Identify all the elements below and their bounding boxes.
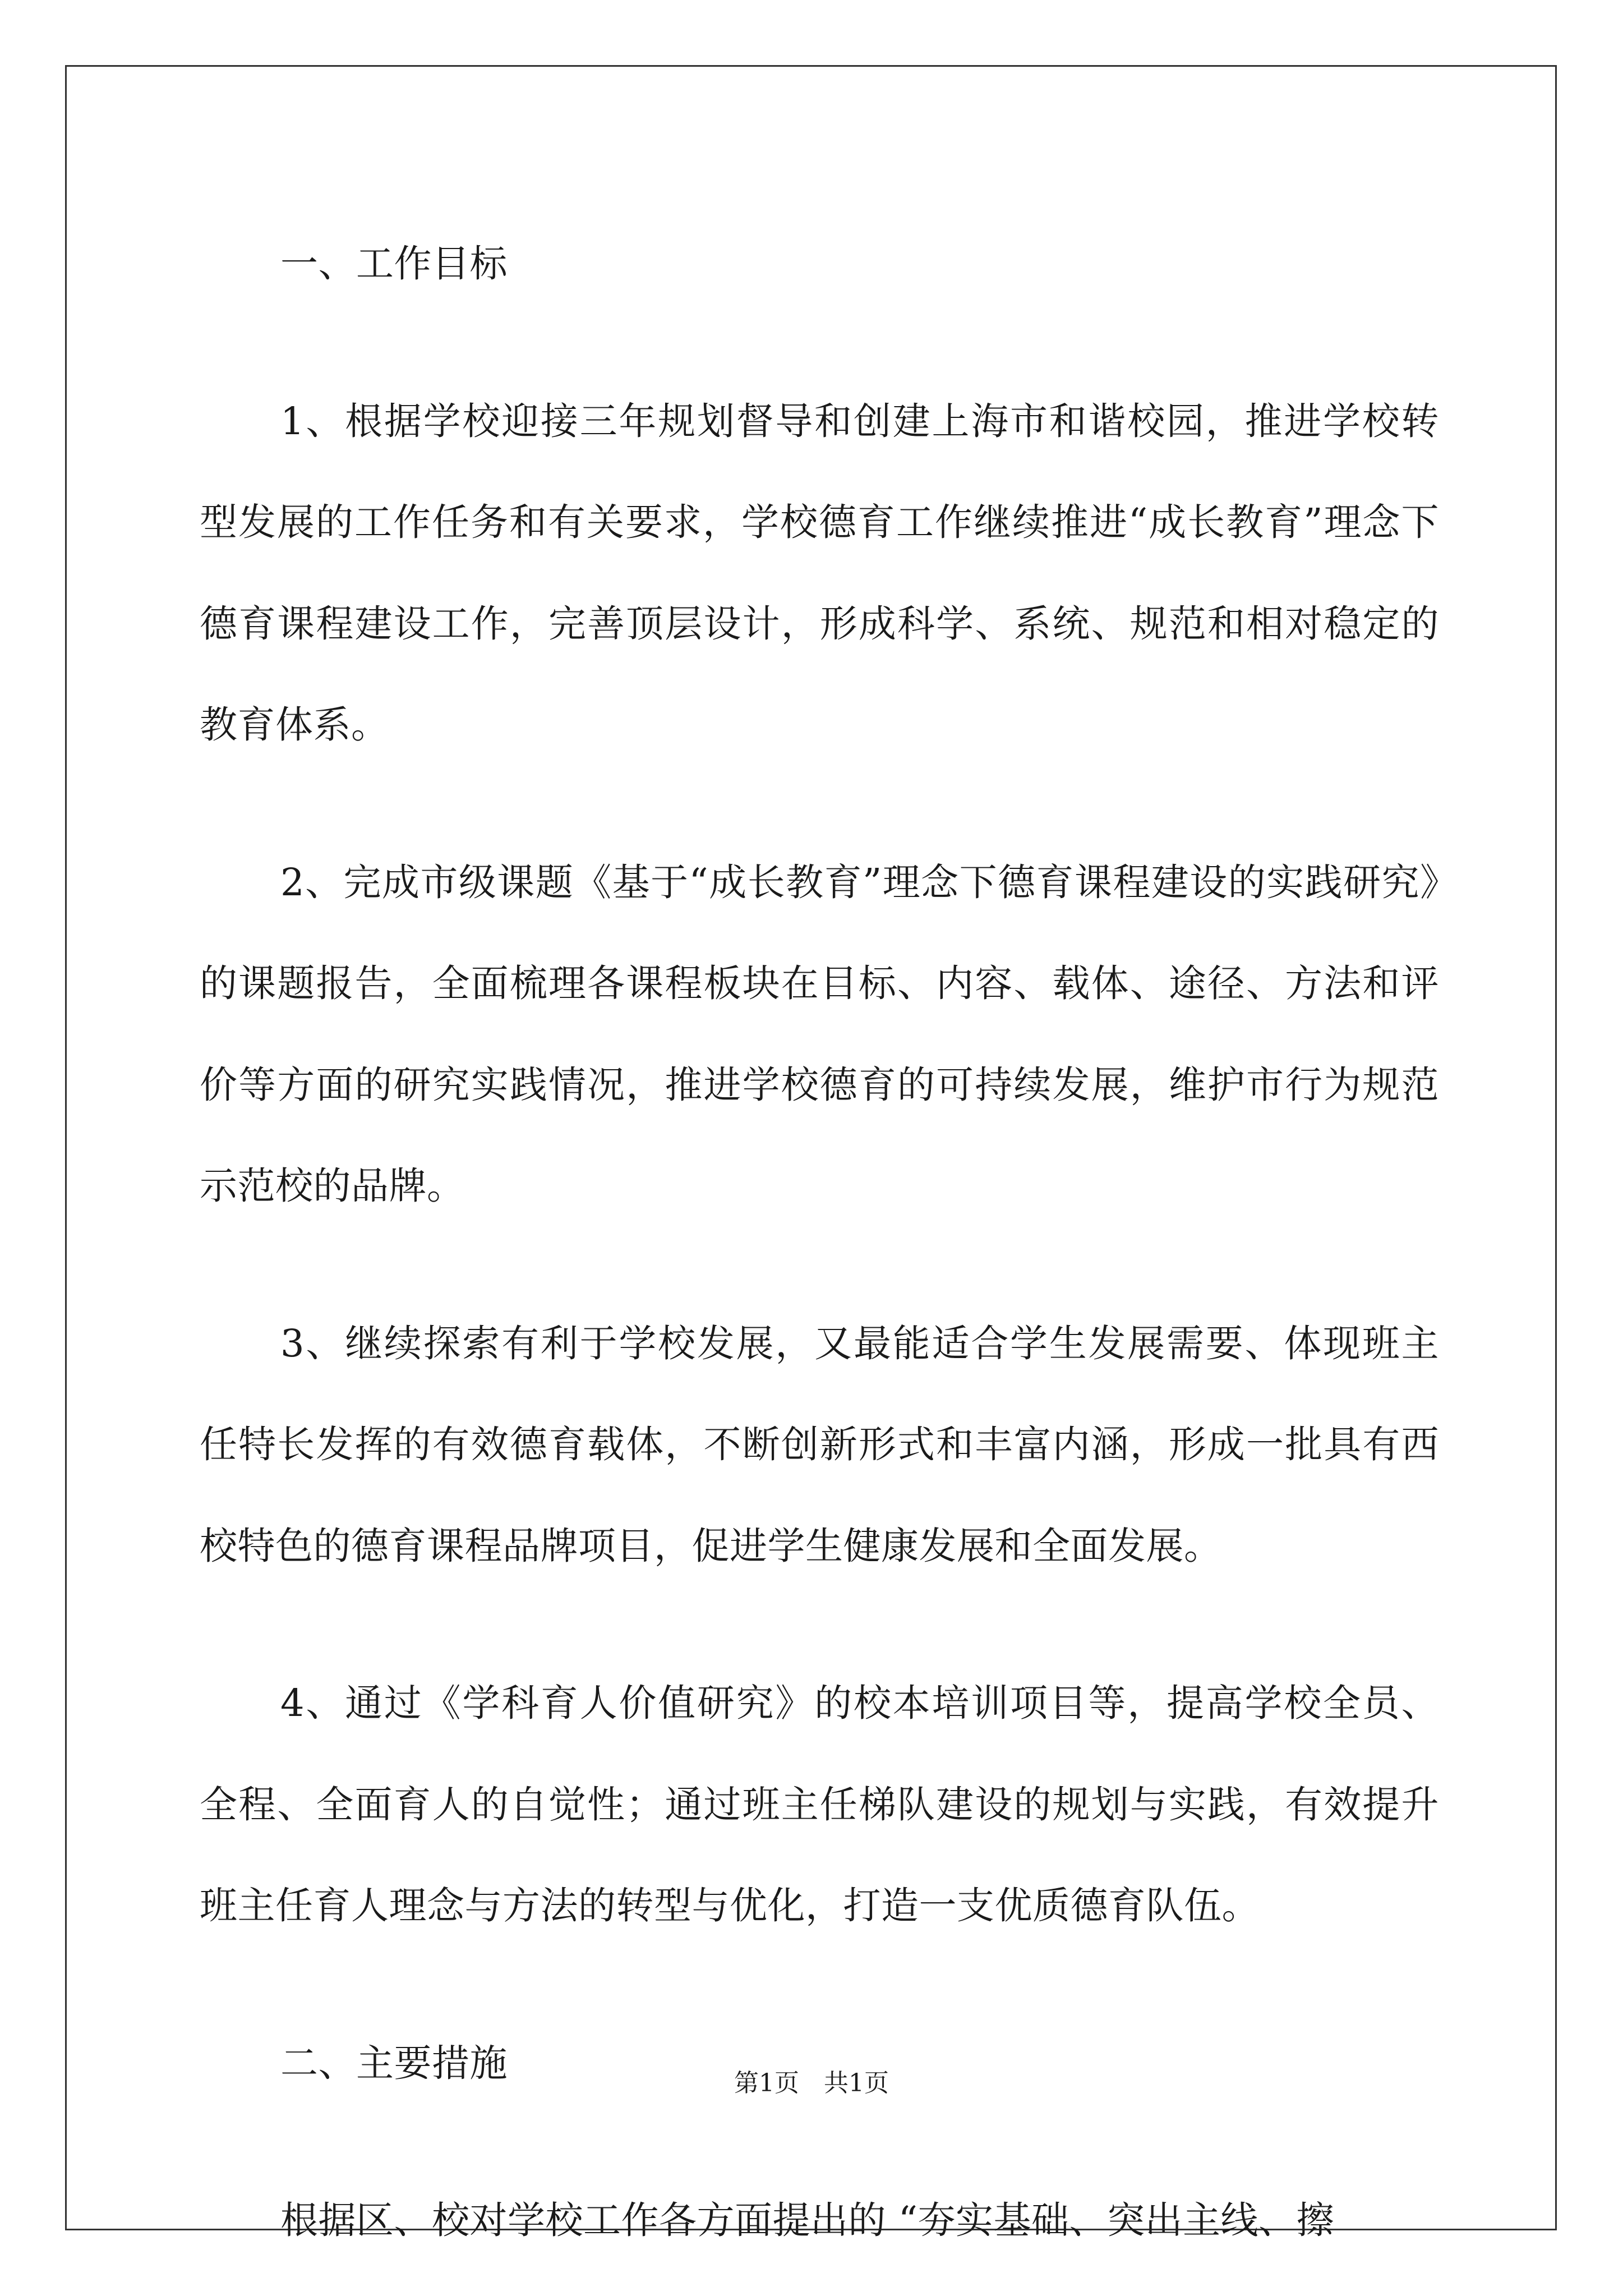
paragraph-goal-2: 2、完成市级课题《基于“成长教育”理念下德育课程建设的实践研究》的课题报告，全面梳理各课程板块在目标、内容、载体、途径、方法和评价等方面的研究实践情况，推进学校德育的可持续发展，维护市行为规范示范校的品牌。: [200, 860, 1439, 1208]
paragraph-goal-3: 3、继续探索有利于学校发展，又最能适合学生发展需要、体现班主任特长发挥的有效德育载体，不断创新形式和丰富内涵，形成一批具有西校特色的德育课程品牌项目，促进学生健康发展和全面发展。: [200, 1321, 1439, 1568]
page-number-footer: 第1页 共1页: [734, 2069, 889, 2097]
paragraph-goal-1: 1、根据学校迎接三年规划督导和创建上海市和谐校园，推进学校转型发展的工作任务和有关要求，学校德育工作继续推进“成长教育”理念下德育课程建设工作，完善顶层设计，形成科学、系统、规范和相对稳定的教育体系。: [200, 399, 1439, 747]
section-heading-goals: 一、工作目标: [280, 242, 508, 286]
paragraph-goal-4: 4、通过《学科育人价值研究》的校本培训项目等，提高学校全员、全程、全面育人的自觉性；通过班主任梯队建设的规划与实践，有效提升班主任育人理念与方法的转型与优化，打造一支优质德育队伍。: [200, 1681, 1439, 1927]
document-body: [200, 213, 1439, 2271]
section-heading-measures: 二、主要措施: [280, 2041, 508, 2085]
paragraph-measures-intro: 根据区、校对学校工作各方面提出的 “夯实基础、突出主线、擦: [280, 2198, 1335, 2242]
